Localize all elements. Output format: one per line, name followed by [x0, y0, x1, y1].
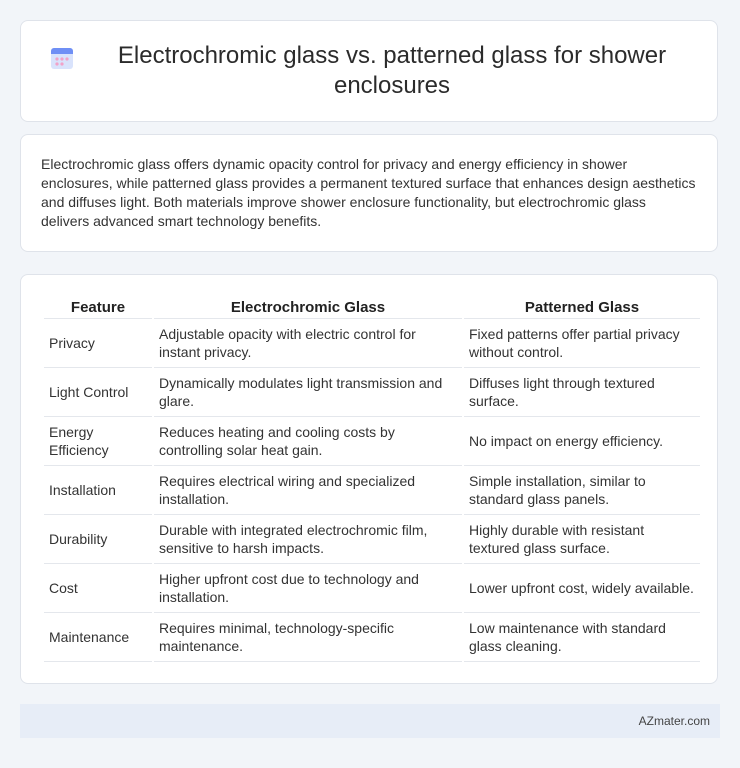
electrochromic-cell: Requires electrical wiring and specialized installation. [154, 466, 462, 515]
patterned-cell: Diffuses light through textured surface. [464, 368, 700, 417]
feature-cell: Maintenance [44, 613, 152, 662]
electrochromic-cell: Requires minimal, technology-specific maintenance. [154, 613, 462, 662]
title-card [20, 20, 718, 122]
footer [20, 704, 720, 738]
patterned-cell: Fixed patterns offer partial privacy without control. [464, 319, 700, 368]
header-electrochromic: Electrochromic Glass [154, 295, 462, 319]
table-row [44, 515, 700, 564]
title-wrap [49, 41, 689, 101]
electrochromic-cell: Higher upfront cost due to technology and installation. [154, 564, 462, 613]
electrochromic-cell: Durable with integrated electrochromic film, sensitive to harsh impacts. [154, 515, 462, 564]
table-row [44, 417, 700, 466]
feature-cell: Light Control [44, 368, 152, 417]
comparison-table [42, 295, 702, 662]
electrochromic-cell: Reduces heating and cooling costs by controlling solar heat gain. [154, 417, 462, 466]
electrochromic-cell: Dynamically modulates light transmission and glare. [154, 368, 462, 417]
header-patterned: Patterned Glass [464, 295, 700, 319]
patterned-cell: Low maintenance with standard glass cleaning. [464, 613, 700, 662]
feature-cell: Installation [44, 466, 152, 515]
electrochromic-cell: Adjustable opacity with electric control for instant privacy. [154, 319, 462, 368]
table-header-row [44, 295, 700, 319]
page-title: Electrochromic glass vs. patterned glass for shower enclosures [117, 42, 667, 99]
feature-cell: Durability [44, 515, 152, 564]
feature-cell: Privacy [44, 319, 152, 368]
table-row [44, 466, 700, 515]
table-row [44, 368, 700, 417]
comparison-table-card [20, 274, 718, 684]
table-row [44, 613, 700, 662]
footer-site-link[interactable]: AZmater.com [638, 714, 710, 728]
patterned-cell: Simple installation, similar to standard glass panels. [464, 466, 700, 515]
patterned-cell: Highly durable with resistant textured glass surface. [464, 515, 700, 564]
feature-cell: Cost [44, 564, 152, 613]
calendar-icon [49, 45, 75, 71]
patterned-cell: Lower upfront cost, widely available. [464, 564, 700, 613]
summary-text: Electrochromic glass offers dynamic opacity control for privacy and energy efficiency in shower enclosures, while patterned glass provides a permanent textured surface that enhances design aesthetics and diffuses light. Both materials improve shower enclosure functionality, but electrochromic glass delivers advanced smart technology benefits. [41, 156, 696, 229]
table-row [44, 319, 700, 368]
table-row [44, 564, 700, 613]
header-feature: Feature [44, 295, 152, 319]
patterned-cell: No impact on energy efficiency. [464, 417, 700, 466]
feature-cell: Energy Efficiency [44, 417, 152, 466]
summary-card [20, 134, 718, 252]
